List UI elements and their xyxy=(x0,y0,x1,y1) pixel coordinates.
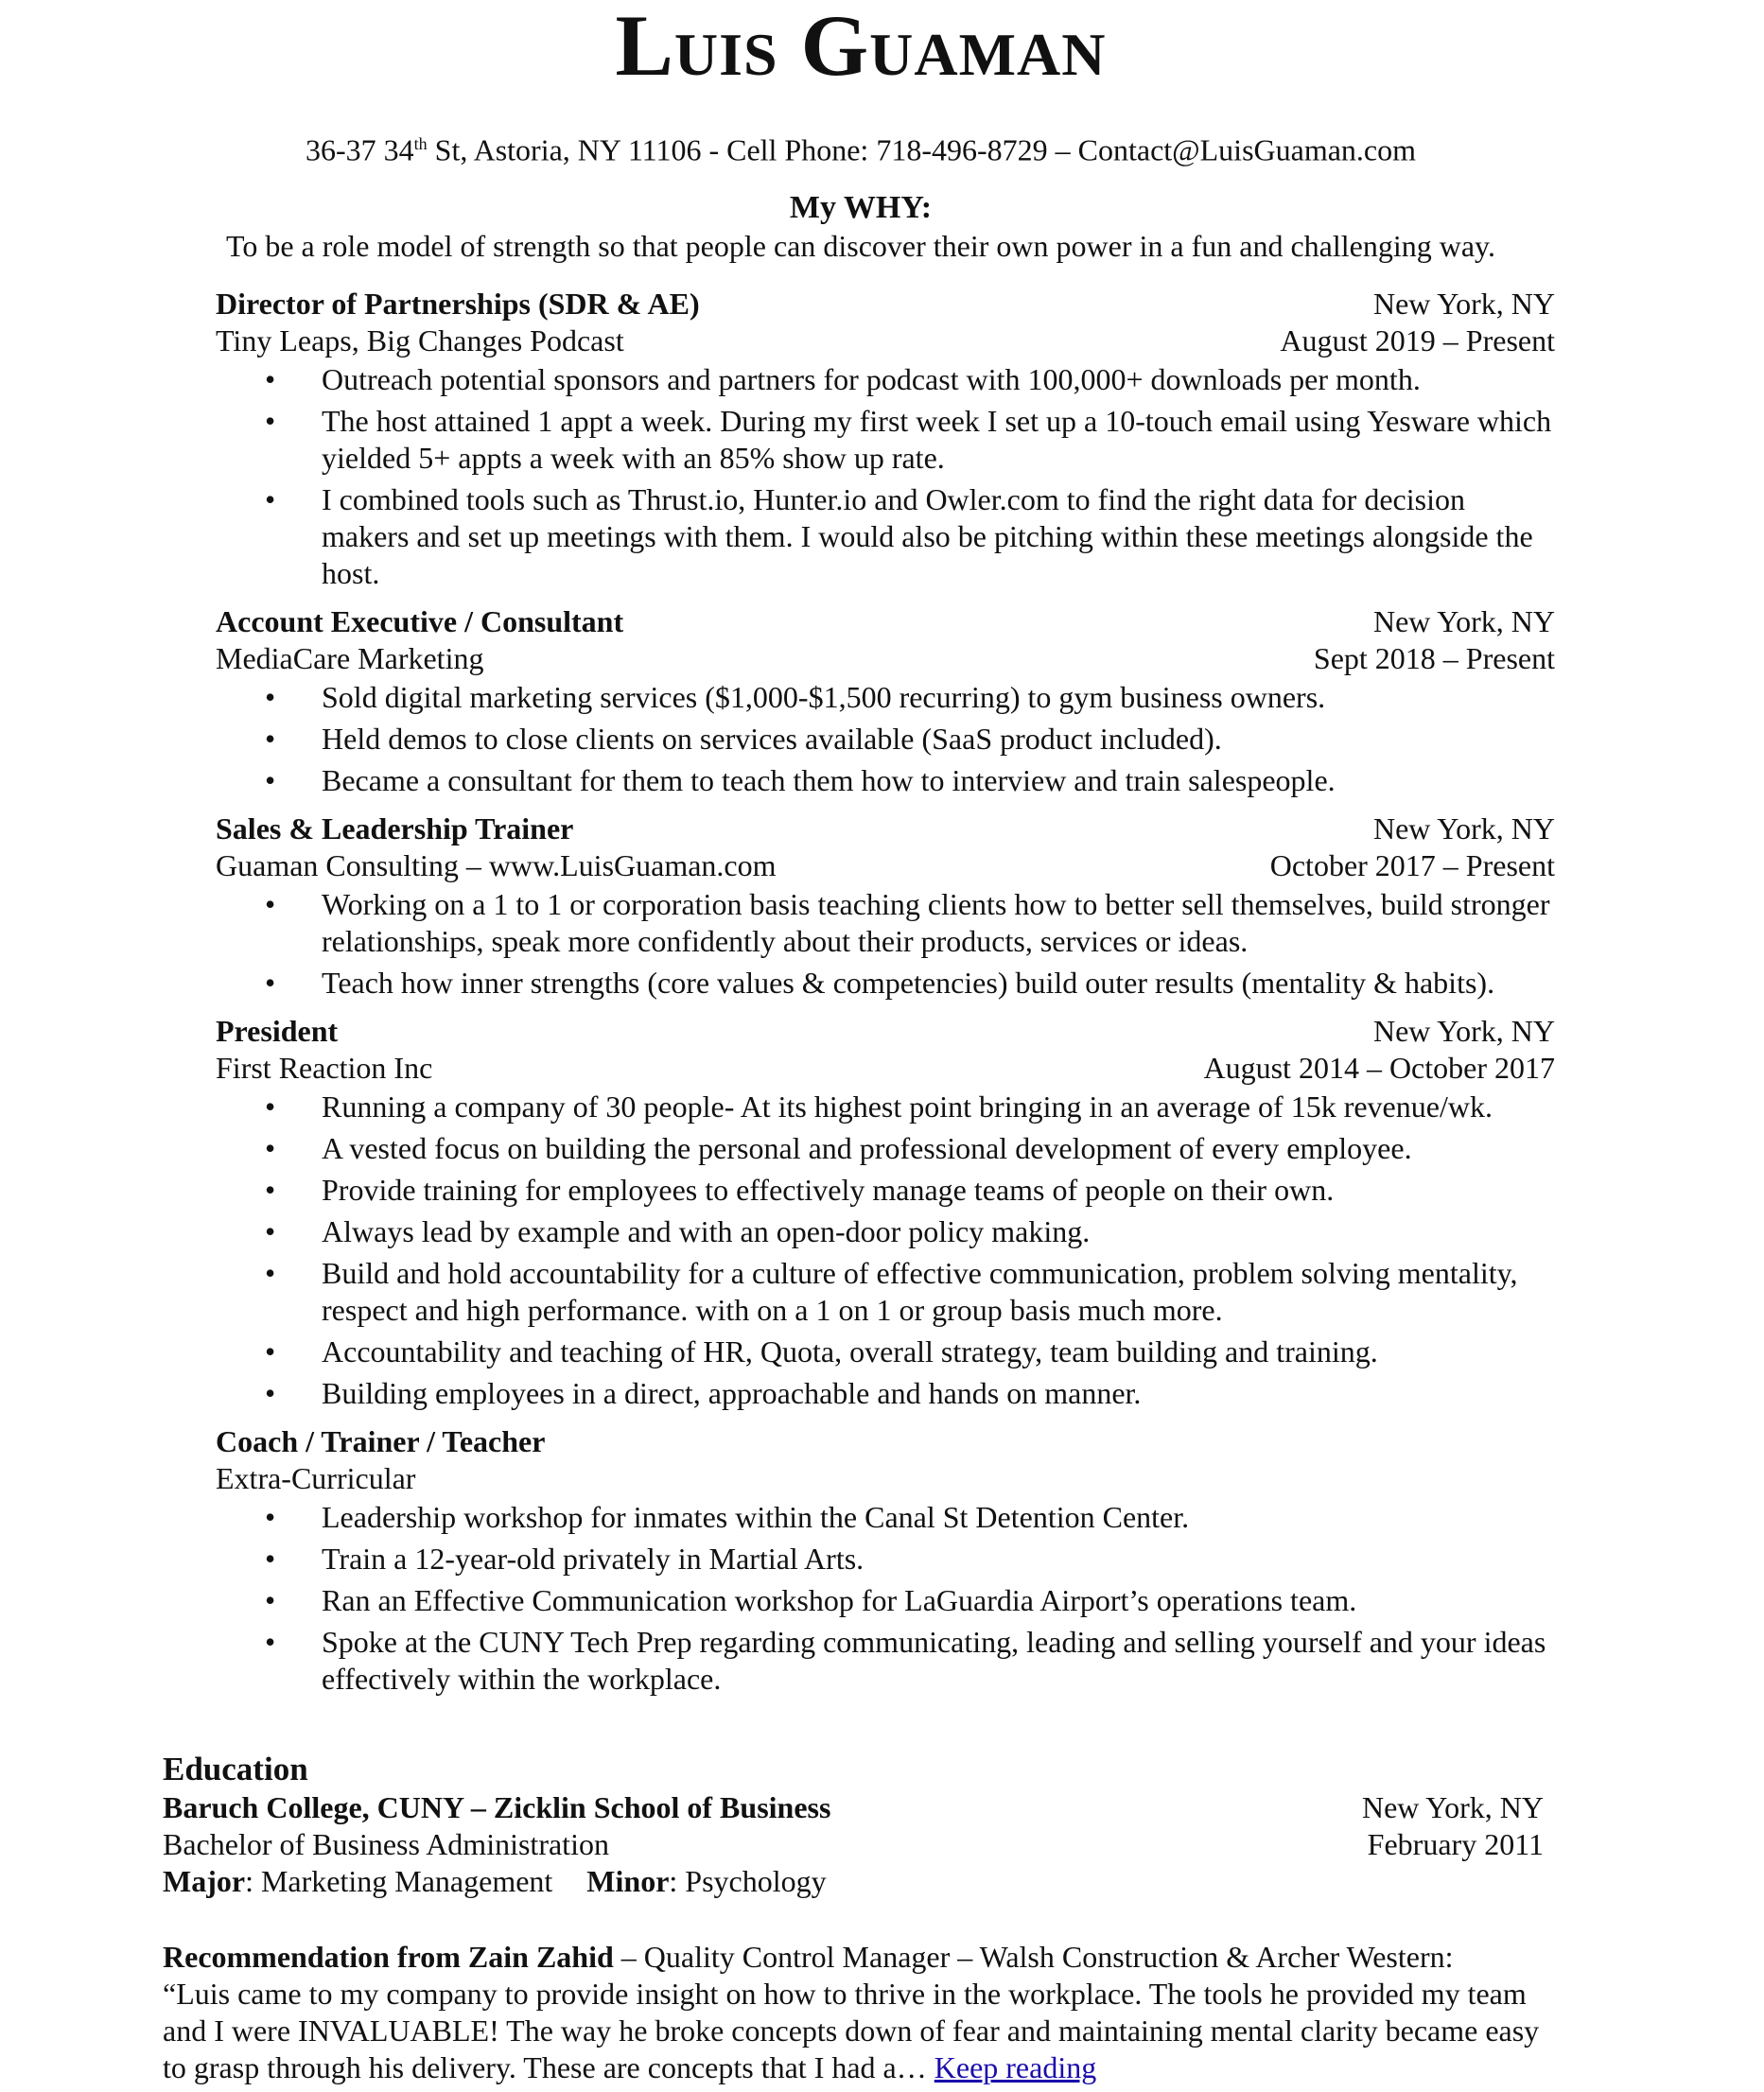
job-header-row xyxy=(216,1423,1555,1460)
job-entry xyxy=(216,1423,1555,1698)
bullet-item: • Build and hold accountability for a culture of effective communication, problem solving mentality, respect and high performance. with on a 1 on 1 or group basis much more. xyxy=(216,1255,1555,1329)
job-title: President xyxy=(216,1014,339,1048)
bullet-item: • Held demos to close clients on services available (SaaS product included). xyxy=(216,721,1555,758)
bullet-item: • Outreach potential sponsors and partners for podcast with 100,000+ downloads per month. xyxy=(216,361,1555,398)
job-dates: October 2017 – Present xyxy=(1269,848,1555,882)
bullet-item: • The host attained 1 appt a week. During my first week I set up a 10-touch email using Yesware which yielded 5+ appts a week with an 85% show up rate. xyxy=(216,403,1555,477)
education-heading: Education xyxy=(163,1751,308,1787)
job-dates: August 2019 – Present xyxy=(1280,323,1555,357)
bullet-item: • Spoke at the CUNY Tech Prep regarding communicating, leading and selling yourself and your ideas effectively within the workplace. xyxy=(216,1624,1555,1698)
bullet-item: • Working on a 1 to 1 or corporation basis teaching clients how to better sell themselves, build stronger relationships, speak more confidently about their products, services or ideas. xyxy=(216,886,1555,960)
education-date: February 2011 xyxy=(1367,1827,1544,1861)
education-school-row xyxy=(163,1789,1544,1826)
job-bullets xyxy=(216,1499,1555,1698)
recommendation-quote: “Luis came to my company to provide insight on how to thrive in the workplace. The tools he provided my team and I were INVALUABLE! The way he broke concepts down of fear and maintaining mental clarity became easy to grasp through his delivery. These are concepts that I had a… xyxy=(163,1977,1540,2084)
job-title: Account Executive / Consultant xyxy=(216,604,624,638)
job-company-row xyxy=(216,1050,1555,1087)
job-entry xyxy=(216,1013,1555,1412)
job-company: Tiny Leaps, Big Changes Podcast xyxy=(216,323,624,357)
job-header-row xyxy=(216,603,1555,640)
job-company: Guaman Consulting – www.LuisGuaman.com xyxy=(216,848,777,882)
recommendation-title: Recommendation from Zain Zahid xyxy=(163,1940,614,1974)
job-company-row xyxy=(216,1460,1555,1497)
education-school: Baruch College, CUNY – Zicklin School of Business xyxy=(163,1790,831,1824)
major-label: Major xyxy=(163,1864,246,1898)
bullet-item: • Building employees in a direct, approachable and hands on manner. xyxy=(216,1375,1555,1412)
job-entry xyxy=(216,286,1555,592)
job-header-row xyxy=(216,286,1555,323)
job-entry xyxy=(216,811,1555,1002)
job-company-row xyxy=(216,847,1555,884)
job-bullets xyxy=(216,361,1555,592)
contact-ordinal-suffix: th xyxy=(413,134,428,153)
bullet-item: • Accountability and teaching of HR, Quota, overall strategy, team building and training. xyxy=(216,1334,1555,1370)
bullet-item: • Always lead by example and with an open-door policy making. xyxy=(216,1213,1555,1250)
job-bullets xyxy=(216,886,1555,1002)
job-location: New York, NY xyxy=(1372,287,1555,321)
major-value: : Marketing Management xyxy=(245,1864,553,1898)
why-heading: My WHY: xyxy=(789,190,933,225)
job-company: Extra-Curricular xyxy=(216,1461,416,1495)
job-title: Sales & Leadership Trainer xyxy=(216,811,574,846)
education-location: New York, NY xyxy=(1361,1790,1544,1824)
job-location: New York, NY xyxy=(1372,811,1555,846)
why-statement: To be a role model of strength so that people can discover their own power in a fun and challenging way. xyxy=(226,229,1495,263)
bullet-item: • A vested focus on building the personal and professional development of every employee. xyxy=(216,1130,1555,1167)
recommendation-section xyxy=(163,1939,1563,2086)
job-company: First Reaction Inc xyxy=(216,1051,433,1085)
education-degree: Bachelor of Business Administration xyxy=(163,1827,609,1861)
education-major-minor-row xyxy=(163,1863,1544,1900)
bullet-item: • Teach how inner strengths (core values & competencies) build outer results (mentality & habits). xyxy=(216,965,1555,1002)
contact-address-number: 36-37 34 xyxy=(305,132,414,167)
bullet-item: • Leadership workshop for inmates within the Canal St Detention Center. xyxy=(216,1499,1555,1536)
bullet-item: • I combined tools such as Thrust.io, Hunter.io and Owler.com to find the right data for decision makers and set up meetings with them. I would also be pitching within these meetings alongside the host. xyxy=(216,481,1555,592)
minor-label: Minor xyxy=(586,1864,670,1898)
keep-reading-link[interactable]: Keep reading xyxy=(934,2050,1097,2084)
education-section xyxy=(163,1750,1544,1900)
bullet-item: • Ran an Effective Communication workshop for LaGuardia Airport’s operations team. xyxy=(216,1582,1555,1619)
job-entry xyxy=(216,603,1555,799)
job-bullets xyxy=(216,1089,1555,1412)
bullet-item: • Provide training for employees to effectively manage teams of people on their own. xyxy=(216,1172,1555,1209)
contact-details: St, Astoria, NY 11106 - Cell Phone: 718-496-8729 – Contact@LuisGuaman.com xyxy=(427,132,1417,167)
job-location: New York, NY xyxy=(1372,1014,1555,1048)
bullet-item: • Became a consultant for them to teach them how to interview and train salespeople. xyxy=(216,762,1555,799)
job-dates: August 2014 – October 2017 xyxy=(1203,1051,1555,1085)
job-title: Coach / Trainer / Teacher xyxy=(216,1424,546,1458)
experience-section xyxy=(216,286,1555,1709)
job-header-row xyxy=(216,811,1555,847)
minor-value: : Psychology xyxy=(669,1864,827,1898)
contact-line xyxy=(0,125,1721,169)
recommendation-byline: – Quality Control Manager – Walsh Construction & Archer Western: xyxy=(613,1940,1454,1974)
job-company: MediaCare Marketing xyxy=(216,641,484,675)
job-title: Director of Partnerships (SDR & AE) xyxy=(216,287,700,321)
job-bullets xyxy=(216,679,1555,799)
bullet-item: • Sold digital marketing services ($1,000-$1,500 recurring) to gym business owners. xyxy=(216,679,1555,716)
resume-name: Luis Guaman xyxy=(615,0,1107,94)
education-degree-row xyxy=(163,1826,1544,1863)
bullet-item: • Running a company of 30 people- At its highest point bringing in an average of 15k revenue/wk. xyxy=(216,1089,1555,1125)
job-dates: Sept 2018 – Present xyxy=(1313,641,1555,675)
job-header-row xyxy=(216,1013,1555,1050)
job-company-row xyxy=(216,323,1555,359)
bullet-item: • Train a 12-year-old privately in Martial Arts. xyxy=(216,1541,1555,1578)
job-company-row xyxy=(216,640,1555,677)
job-location: New York, NY xyxy=(1372,604,1555,638)
